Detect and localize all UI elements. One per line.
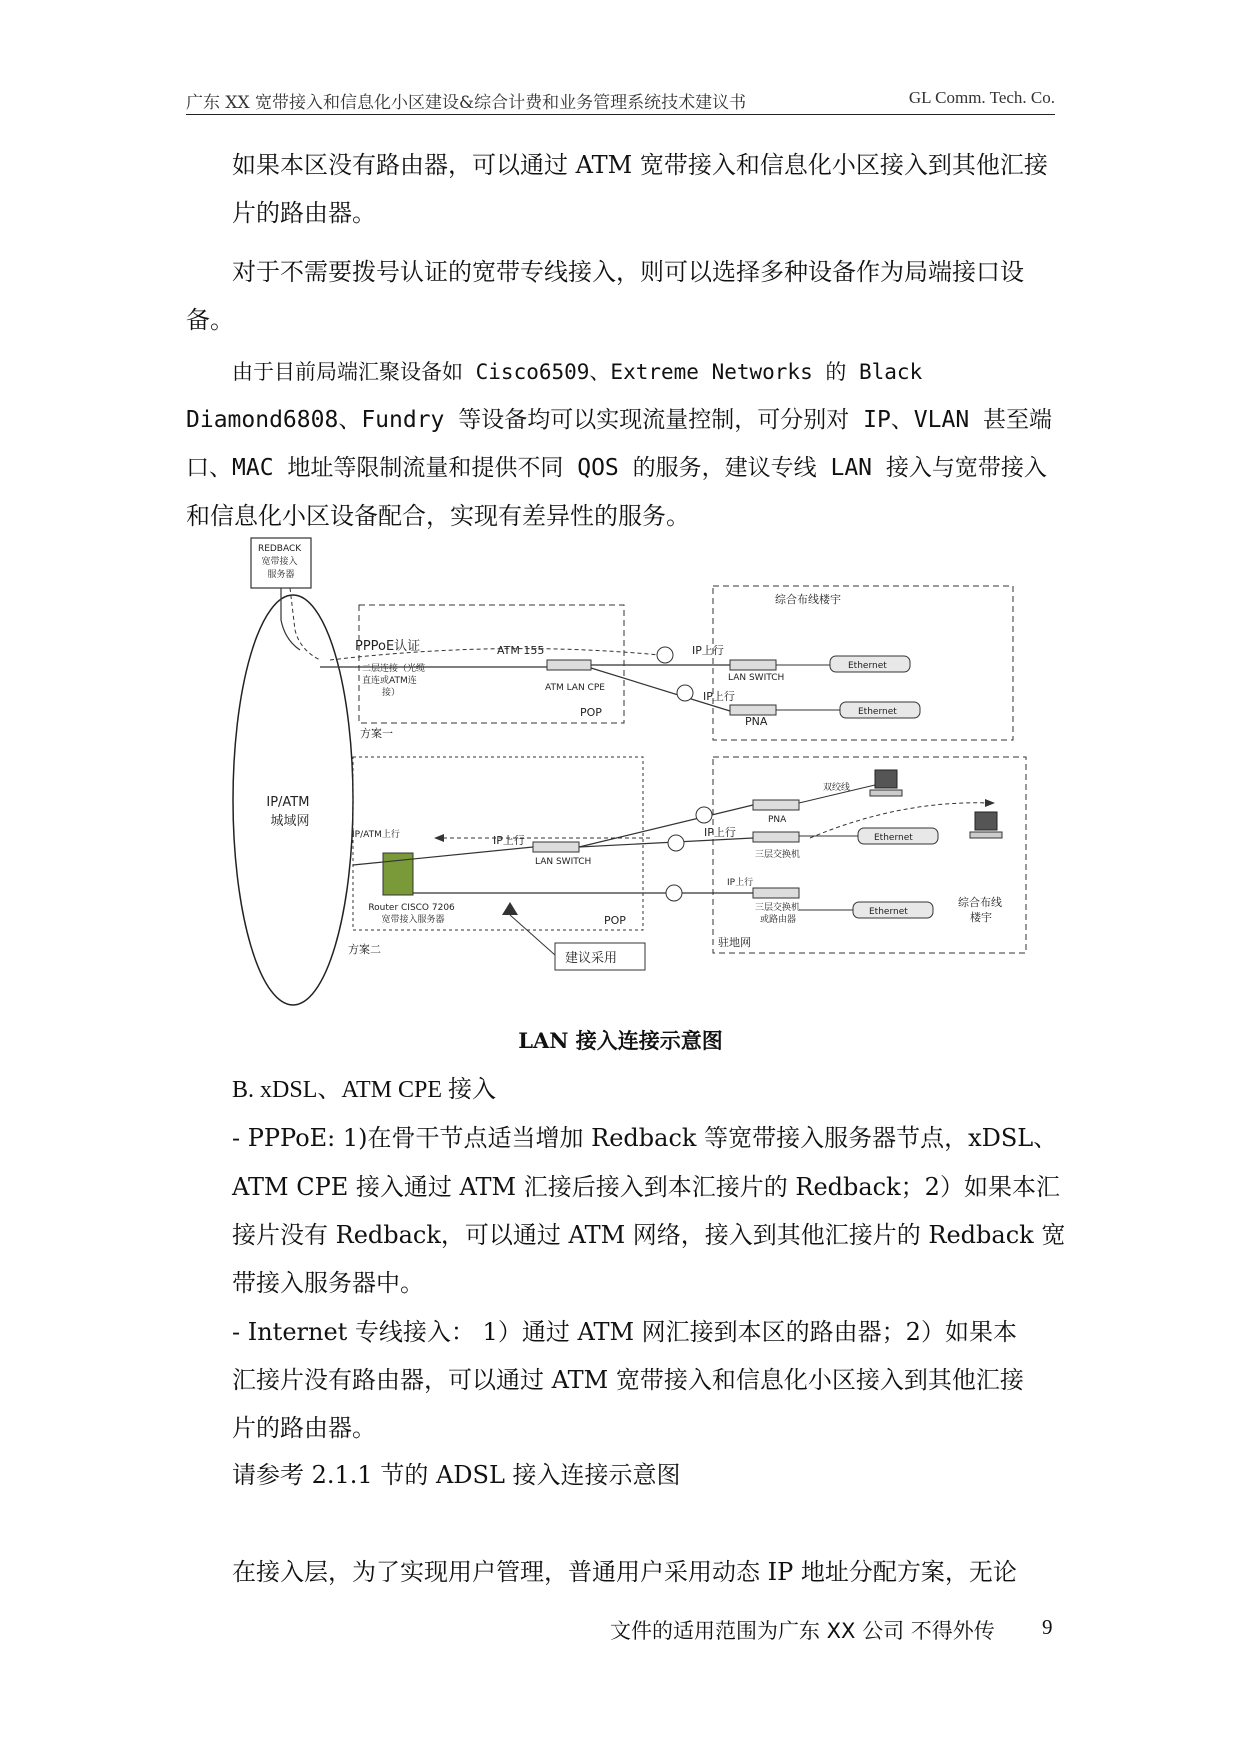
paragraph-line: 备。 (186, 306, 234, 334)
l2-link-line: 直连或ATM连 (362, 676, 417, 686)
atm155-label: ATM 155 (497, 644, 545, 657)
page-number: 9 (1042, 1615, 1053, 1639)
modem-icon (657, 647, 673, 663)
pna-device (753, 800, 799, 810)
pc-keyboard-icon (870, 790, 902, 796)
router-label-line: Router CISCO 7206 (368, 903, 455, 913)
modem-icon (668, 835, 684, 851)
paragraph-line: 片的路由器。 (232, 199, 376, 227)
paragraph-line: Diamond6808、Fundry 等设备均可以实现流量控制，可分别对 IP、VLAN 甚至端 (186, 407, 1053, 433)
cloud-label (266, 795, 313, 829)
cloud-label-line: IP/ATM (266, 795, 310, 810)
pna-mid-label: PNA (768, 815, 787, 825)
atm-lan-cpe-device (547, 660, 591, 670)
building-two-line: 综合布线 (958, 896, 1002, 909)
router-label (368, 903, 457, 925)
l2-link-line: 二层连接（光缆 (362, 664, 426, 674)
figure-caption: LAN 接入连接示意图 (518, 1028, 723, 1053)
pppoe-label: PPPoE认证 (355, 639, 421, 654)
pna-top-label: PNA (745, 715, 768, 728)
lan-switch-mid-label: LAN SWITCH (535, 857, 592, 867)
scheme-two-label: 方案二 (348, 943, 381, 956)
pna-device (730, 705, 776, 715)
lan-switch-device (533, 842, 579, 852)
atm-lan-cpe-label: ATM LAN CPE (545, 683, 605, 693)
twisted-pair-label: 双绞线 (823, 783, 851, 793)
ethernet-label: Ethernet (869, 907, 908, 917)
justified-text: 由于目前局端汇聚设备如 Cisco6509、Extreme Networks 的 Black (232, 360, 923, 384)
arrow-head (434, 834, 444, 842)
building-two-label (958, 895, 1006, 924)
cloud-label-line: 城域网 (270, 814, 310, 829)
ip-up-label: IP上行 (704, 826, 736, 839)
pop1-label: POP (580, 706, 602, 719)
paragraph-line: 和信息化小区设备配合，实现有差异性的服务。 (186, 502, 690, 530)
switch-to-l3-link (579, 838, 753, 847)
building-two-line: 楼宇 (970, 911, 992, 924)
scheme-one-label: 方案一 (360, 727, 393, 740)
paragraph-line: 汇接片没有路由器，可以通过 ATM 宽带接入和信息化小区接入到其他汇接 (232, 1366, 1024, 1394)
paragraph-line: 在接入层，为了实现用户管理，普通用户采用动态 IP 地址分配方案，无论 (232, 1558, 1017, 1586)
pc-icon (875, 770, 897, 788)
ethernet-label: Ethernet (858, 707, 897, 717)
recommend-label: 建议采用 (565, 951, 618, 966)
lan-switch-device (730, 660, 776, 670)
redback-label-line: 服务器 (267, 570, 295, 580)
ethernet-label: Ethernet (848, 661, 887, 671)
ip-up-label: IP上行 (493, 834, 525, 847)
paragraph-line: 口、MAC 地址等限制流量和提供不同 QOS 的服务，建议专线 LAN 接入与宽带接入 (186, 455, 1047, 481)
paragraph-line: 如果本区没有路由器，可以通过 ATM 宽带接入和信息化小区接入到其他汇接 (232, 151, 1048, 179)
reference-line: 请参考 2.1.1 节的 ADSL 接入连接示意图 (232, 1461, 681, 1489)
header-company: GL Comm. Tech. Co. (908, 88, 1055, 107)
ip-up-label: IP上行 (727, 878, 754, 888)
pc-icon (975, 812, 997, 830)
l3-switch-router-label (755, 901, 803, 925)
paragraph-line: - PPPoE: 1)在骨干节点适当增加 Redback 等宽带接入服务器节点，xDSL、 (232, 1124, 1058, 1152)
ip-up-label: IP上行 (703, 690, 735, 703)
pc-keyboard-icon (970, 832, 1002, 838)
ip-atm-up-label: IP/ATM上行 (352, 830, 400, 840)
building-one-label: 综合布线楼宇 (775, 593, 841, 606)
section-heading: B. xDSL、ATM CPE 接入 (232, 1077, 497, 1103)
modem-icon (677, 685, 693, 701)
page-footer (610, 1615, 1053, 1645)
l3-switch-device (753, 832, 799, 842)
paragraph-line: 片的路由器。 (232, 1414, 376, 1442)
redback-label-line: 宽带接入 (261, 557, 298, 567)
campus-label: 驻地网 (718, 936, 751, 949)
l3-switch-router-device (753, 888, 799, 898)
header-title: 广东 XX 宽带接入和信息化小区建设&综合计费和业务管理系统技术建议书 (186, 93, 747, 113)
paragraph-line: ATM CPE 接入通过 ATM 汇接后接入到本汇接片的 Redback；2）如果本汇 (232, 1173, 1060, 1201)
arrow-head (502, 902, 518, 915)
footer-text: 文件的适用范围为广东 XX 公司 不得外传 (610, 1619, 995, 1643)
redback-label-line: REDBACK (257, 544, 302, 554)
paragraph-line: - Internet 专线接入： 1）通过 ATM 网汇接到本区的路由器；2）如果本 (232, 1318, 1017, 1346)
ethernet-label: Ethernet (874, 833, 913, 843)
l3-switch-router-line: 三层交换机 (755, 903, 801, 913)
arrow-head (985, 799, 995, 807)
paragraph-line: 对于不需要拨号认证的宽带专线接入，则可以选择多种设备作为局端接口设 (232, 258, 1024, 286)
l3-switch-router-line: 或路由器 (760, 915, 797, 925)
recommend-pointer (510, 915, 555, 955)
router-to-switch-link (353, 847, 533, 865)
router-label-line: 宽带接入服务器 (381, 915, 445, 925)
ip-up-label: IP上行 (692, 644, 724, 657)
paragraph-line: 接片没有 Redback，可以通过 ATM 网络，接入到其他汇接片的 Redback 宽 (232, 1221, 1066, 1249)
lan-switch-label: LAN SWITCH (728, 673, 785, 683)
l3-switch-label: 三层交换机 (755, 850, 801, 860)
modem-icon (696, 807, 712, 823)
l2-link-line: 接） (382, 688, 401, 698)
paragraph-line: 带接入服务器中。 (232, 1269, 424, 1297)
pop2-label: POP (604, 914, 626, 927)
modem-icon (666, 885, 682, 901)
